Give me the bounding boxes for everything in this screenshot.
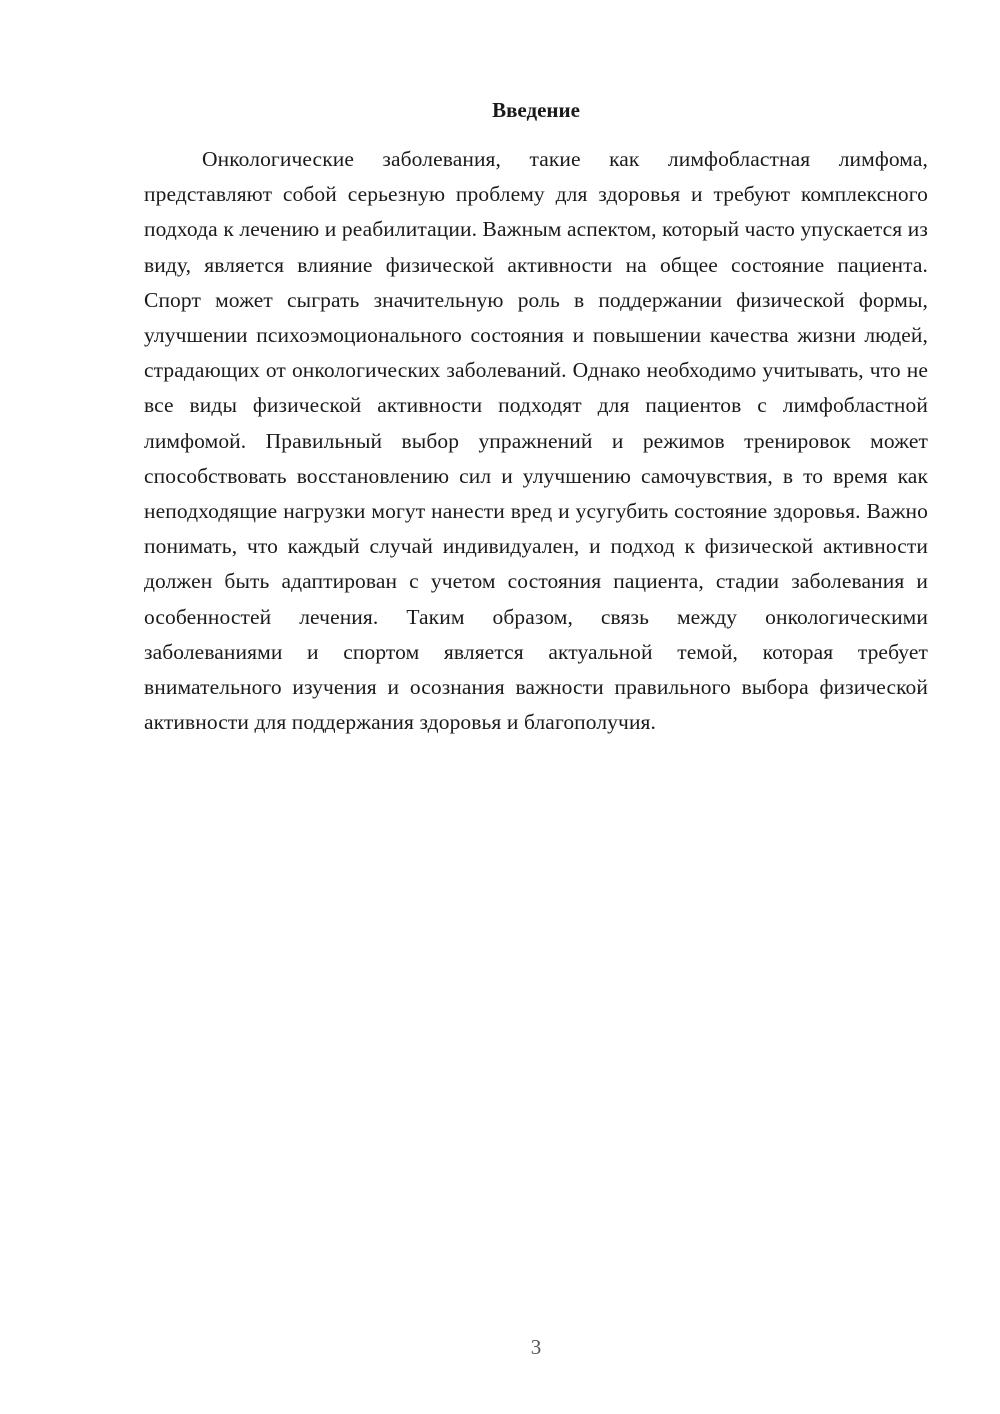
page-number: 3 [530, 1335, 542, 1359]
intro-paragraph: Онкологические заболевания, такие как лимфобластная лимфома, представляют собой серьезную проблему для здоровья и требуют комплексного подхода к лечению и реабилитации. Важным аспектом, который часто упускается из виду, является влияние физической активности на общее состояние пациента. Спорт может сыграть значительную роль в поддержании физической формы, улучшении психоэмоционального состояния и повышении качества жизни людей, страдающих от онкологических заболеваний. Однако необходимо учитывать, что не все виды физической активности подходят для пациентов с лимфобластной лимфомой. Правильный выбор упражнений и режимов тренировок может способствовать восстановлению сил и улучшению самочувствия, в то время как неподходящие нагрузки могут нанести вред и усугубить состояние здоровья. Важно понимать, что каждый случай индивидуален, и подход к физической активности должен быть адаптирован с учетом состояния пациента, стадии заболевания и особенностей лечения. Таким образом, связь между онкологическими заболеваниями и спортом является актуальной темой, которая требует внимательного изучения и осознания важности правильного выбора физической активности для поддержания здоровья и благополучия. [144, 147, 928, 735]
section-heading: Введение [492, 98, 580, 122]
